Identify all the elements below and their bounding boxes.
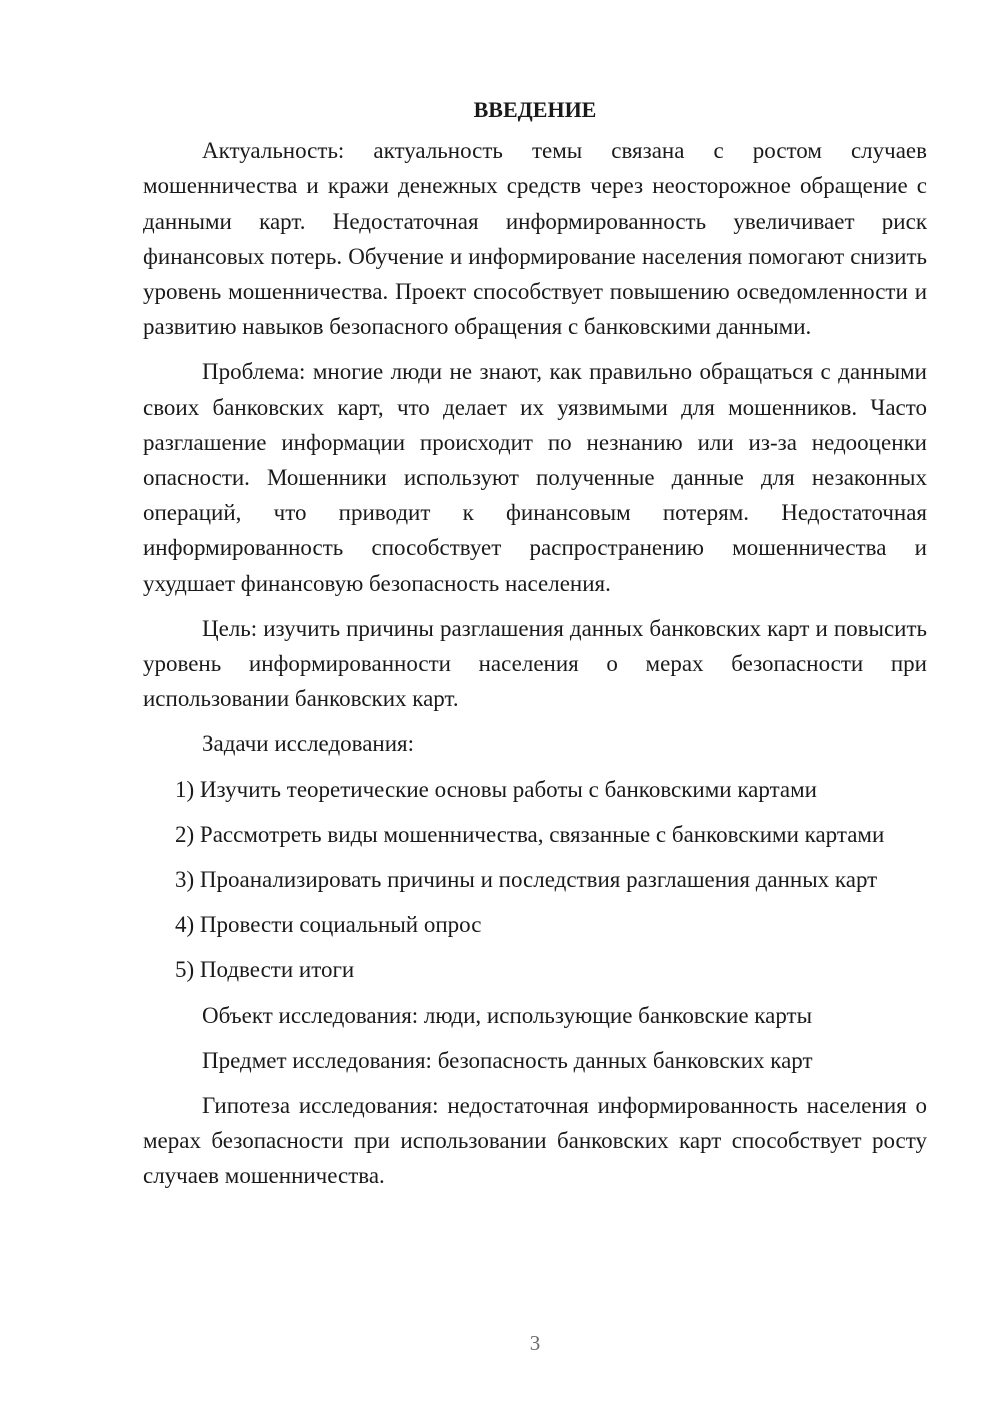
page-number: 3 bbox=[529, 1331, 541, 1355]
problem-paragraph: Проблема: многие люди не знают, как правильно обращаться с данными своих банковских карт, что делает их уязвимыми для мошенников. Часто разглашение информации происходит по незнанию или из-за недооценки опасности. Мошенники используют полученные данные для незаконных операций, что приводит к финансовым потерям. Недостаточная информированность способствует распространению мошенничества и ухудшает финансовую безопасность населения. bbox=[143, 359, 927, 596]
task-item-5: 5) Подвести итоги bbox=[175, 957, 355, 983]
research-object: Объект исследования: люди, использующие банковские карты bbox=[202, 1002, 813, 1028]
task-item-3: 3) Проанализировать причины и последствия разглашения данных карт bbox=[175, 867, 878, 893]
document-page bbox=[143, 92, 927, 1194]
page-title: ВВЕДЕНИЕ bbox=[473, 97, 597, 122]
research-hypothesis: Гипотеза исследования: недостаточная информированность населения о мерах безопасности при использовании банковских карт способствует росту случаев мошенничества. bbox=[143, 1093, 927, 1189]
task-item-4: 4) Провести социальный опрос bbox=[175, 912, 482, 938]
relevance-paragraph: Актуальность: актуальность темы связана с ростом случаев мошенничества и кражи денежных средств через неосторожное обращение с данными карт. Недостаточная информированность увеличивает риск финансовых потерь. Обучение и информирование населения помогают снизить уровень мошенничества. Проект способствует повышению осведомленности и развитию навыков безопасного обращения с банковскими данными. bbox=[143, 138, 927, 340]
research-subject: Предмет исследования: безопасность данных банковских карт bbox=[202, 1047, 813, 1073]
task-item-2: 2) Рассмотреть виды мошенничества, связанные с банковскими картами bbox=[175, 821, 885, 847]
tasks-heading: Задачи исследования: bbox=[202, 731, 415, 757]
goal-paragraph: Цель: изучить причины разглашения данных банковских карт и повысить уровень информированности населения о мерах безопасности при использовании банковских карт. bbox=[143, 615, 927, 712]
task-item-1: 1) Изучить теоретические основы работы с банковскими картами bbox=[175, 776, 817, 802]
